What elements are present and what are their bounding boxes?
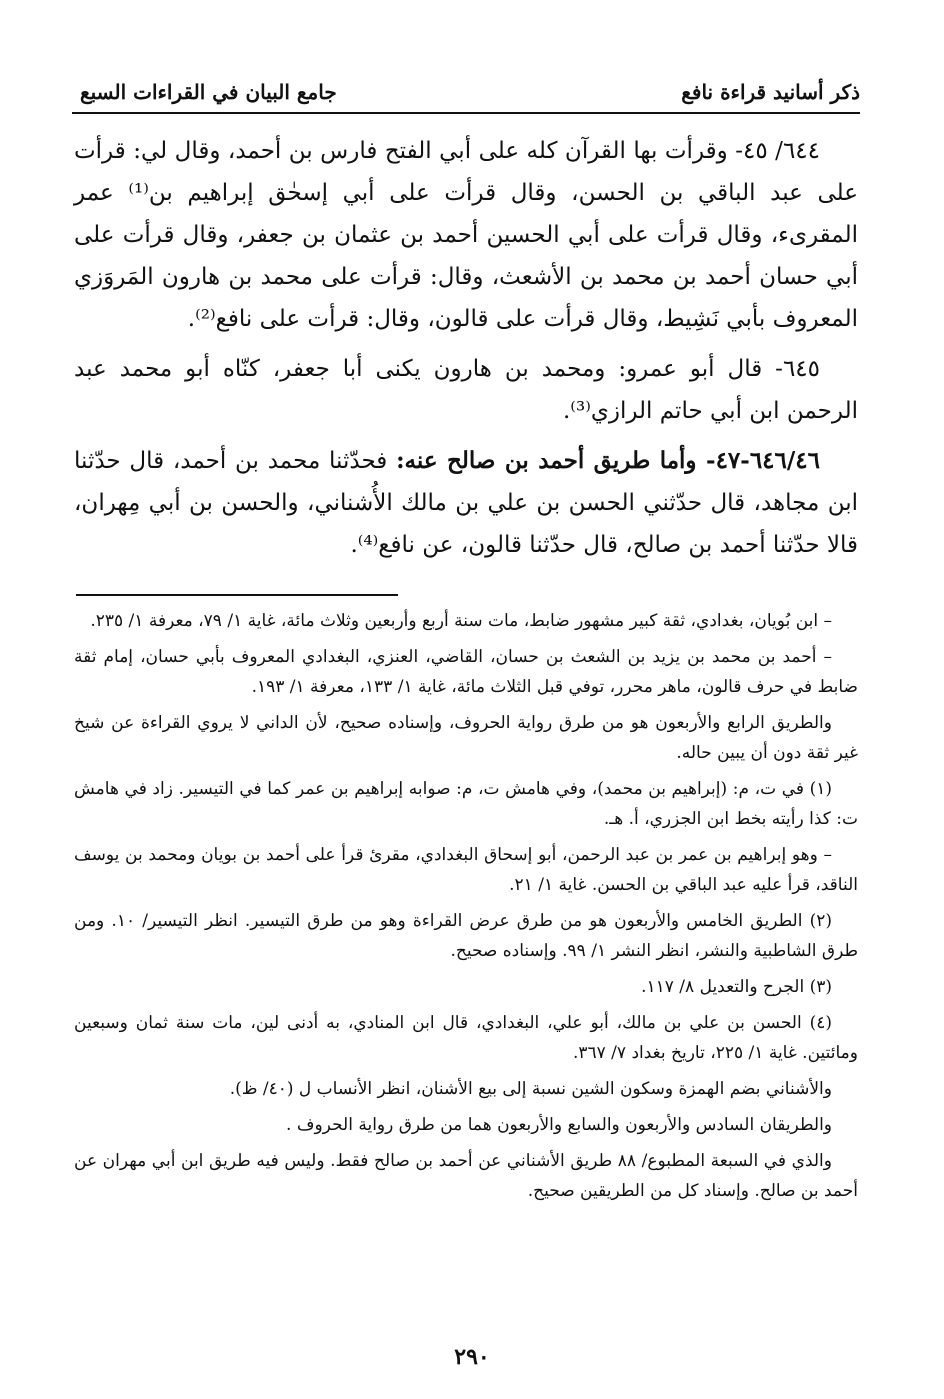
paragraph-646-lead: ٦٤٦/٤٦-٤٧- وأما طريق أحمد بن صالح عنه:	[396, 447, 820, 474]
chapter-title: ذكر أسانيد قراءة نافع	[681, 80, 860, 104]
footnote-1: (١) في ت، م: (إبراهيم بن محمد)، وفي هامش ت، م: صوابه إبراهيم بن عمر كما في التيسير. زاد في هامش ت: كذا رأيته بخط ابن الجزري، أ. هـ.	[74, 779, 858, 829]
paragraph-644-text: ٦٤٤/ ٤٥- وقرأت بها القرآن كله على أبي الفتح فارس بن أحمد، وقال لي: قرأت على عبد الباقي بن الحسن، وقال قرأت على أبي إسحٰق إبراهيم بن⁽¹⁾ عمر المقرىء، وقال قرأت على أبي الحسين أحمد بن عثمان بن جعفر، وقال قرأت على أبي حسان أحمد بن محمد بن الأشعث، وقال: قرأت على محمد بن هارون المَروَزي المعروف بأبي نَشِيط، وقال قرأت على قالون، وقال: قرأت على نافع⁽²⁾.	[74, 138, 859, 332]
footnote-entry: والطريقان السادس والأربعون والسابع والأربعون هما من طرق رواية الحروف .	[286, 1115, 832, 1135]
paragraph-644	[74, 130, 858, 340]
paragraph-645	[74, 348, 858, 432]
book-title: جامع البيان في القراءات السبع	[80, 80, 337, 104]
running-header	[72, 76, 860, 114]
footnote-entry: – ابن بُويان، بغدادي، ثقة كبير مشهور ضابط، مات سنة أربع وأربعين وثلاث مائة، غاية ١/ ٧٩، معرفة ١/ ٢٣٥.	[90, 611, 832, 631]
footnote-entry: – وهو إبراهيم بن عمر بن عبد الرحمن، أبو إسحاق البغدادي، مقرئ قرأ على أحمد بن بويان ومحمد بن يوسف الناقد، قرأ عليه عبد الباقي بن الحسن. غاية ١/ ٢١.	[74, 845, 858, 895]
footnote-entry: والطريق الرابع والأربعون هو من طرق رواية الحروف، وإسناده صحيح، لأن الداني لا يروي القراءة عن شيخ غير ثقة دون أن يبين حاله.	[74, 713, 858, 763]
paragraph-646-text: فحدّثنا محمد بن أحمد، قال حدّثنا ابن مجاهد، قال حدّثني الحسن بن علي بن مالك الأُشناني، والحسن بن أبي مِهران، قالا حدّثنا أحمد بن صالح، قال حدّثنا قالون، عن نافع⁽⁴⁾.	[74, 448, 858, 558]
footnote-4: (٤) الحسن بن علي بن مالك، أبو علي، البغدادي، قال ابن المنادي، به أدنى لين، مات سنة ثمان وسبعين ومائتين. غاية ١/ ٢٢٥، تاريخ بغداد ٧/ ٣٦٧.	[74, 1013, 858, 1063]
paragraph-645-text: ٦٤٥- قال أبو عمرو: ومحمد بن هارون يكنى أبا جعفر، كنّاه أبو محمد عبد الرحمن ابن أبي حاتم الرازي⁽³⁾.	[74, 356, 858, 424]
footnote-entry: والذي في السبعة المطبوع/ ٨٨ طريق الأشناني عن أحمد بن صالح فقط. وليس فيه طريق ابن أبي مهران عن أحمد بن صالح. وإسناد كل من الطريقين صحيح.	[74, 1151, 858, 1201]
footnote-entry: والأشناني بضم الهمزة وسكون الشين نسبة إلى بيع الأشنان، انظر الأنساب ل (٤٠/ ظ).	[229, 1079, 832, 1099]
footnote-3: (٣) الجرح والتعديل ٨/ ١١٧.	[641, 977, 832, 997]
footnote-divider	[76, 594, 398, 596]
paragraph-646	[74, 440, 858, 566]
footnotes	[74, 606, 858, 1212]
main-text	[74, 130, 858, 574]
footnote-entry: – أحمد بن محمد بن يزيد بن الشعث بن حسان، القاضي، العنزي، البغدادي المعروف بأبي حسان، إمام ثقة ضابط في حرف قالون، ماهر محرر، توفي قبل الثلاث مائة، غاية ١/ ١٣٣، معرفة ١/ ١٩٣.	[74, 647, 858, 697]
footnote-2: (٢) الطريق الخامس والأربعون هو من طرق عرض القراءة وهو من طرق التيسير. انظر التيسير/ ١٠. ومن طرق الشاطبية والنشر، انظر النشر ١/ ٩٩. وإسناده صحيح.	[74, 911, 858, 961]
page-number: ٢٩٠	[454, 1344, 490, 1370]
